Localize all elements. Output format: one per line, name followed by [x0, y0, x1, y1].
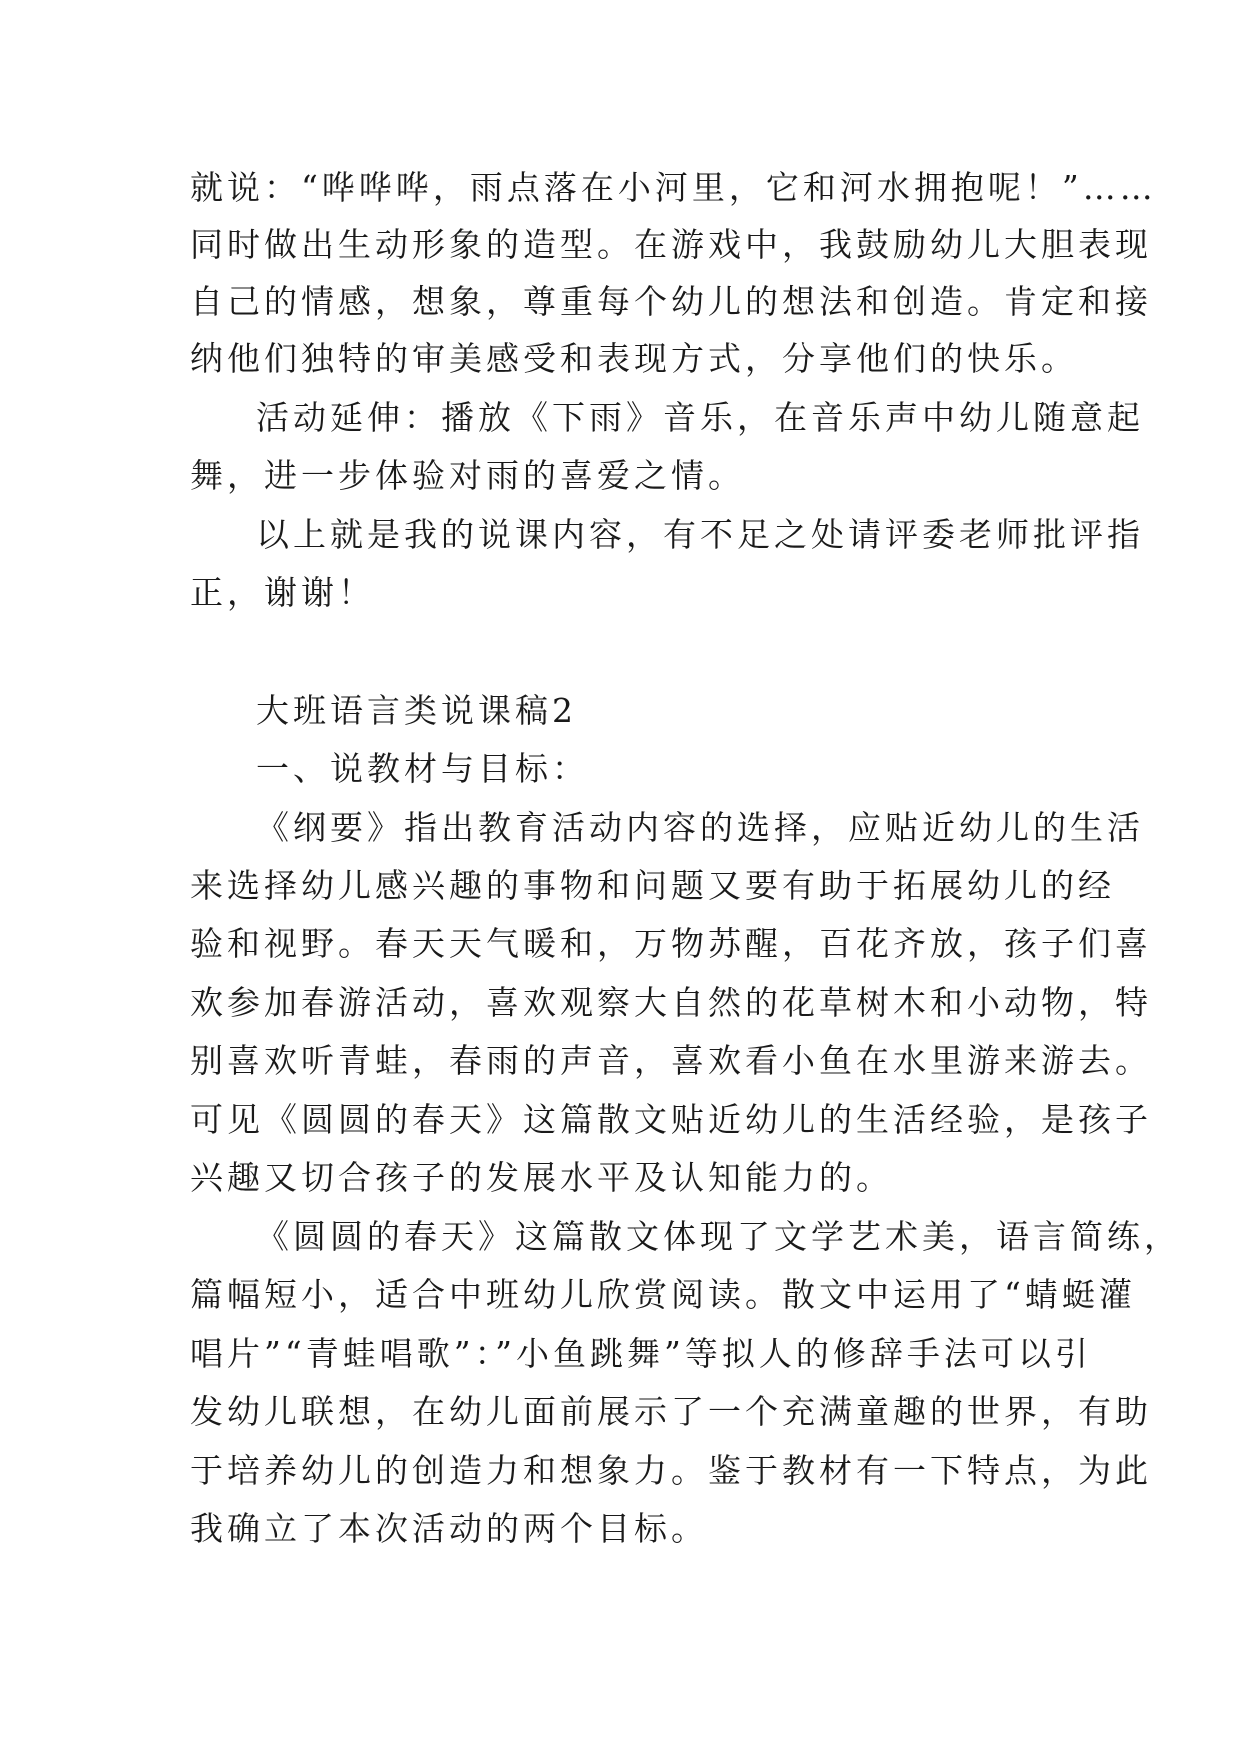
text-line: 《圆圆的春天》这篇散文体现了文学艺术美，语言简练，	[256, 1217, 1181, 1256]
section-title: 大班语言类说课稿2	[256, 691, 577, 730]
text-line: 正，谢谢！	[190, 573, 375, 612]
text-line: 验和视野。春天天气暖和，万物苏醒，百花齐放，孩子们喜	[190, 924, 1152, 963]
text-line: 兴趣又切合孩子的发展水平及认知能力的。	[190, 1158, 893, 1197]
section-heading: 一、说教材与目标：	[256, 749, 589, 788]
text-line: 纳他们独特的审美感受和表现方式，分享他们的快乐。	[190, 339, 1078, 378]
text-line: 于培养幼儿的创造力和想象力。鉴于教材有一下特点，为此	[190, 1451, 1152, 1490]
text-line: 别喜欢听青蛙，春雨的声音，喜欢看小鱼在水里游来游去。	[190, 1041, 1152, 1080]
text-line: 活动延伸：播放《下雨》音乐，在音乐声中幼儿随意起	[256, 398, 1144, 437]
text-line: 舞，进一步体验对雨的喜爱之情。	[190, 456, 745, 495]
text-line: 就说：“哗哗哗，雨点落在小河里，它和河水拥抱呢！”……	[190, 168, 1157, 207]
text-line: 《纲要》指出教育活动内容的选择，应贴近幼儿的生活	[256, 808, 1144, 847]
text-line: 可见《圆圆的春天》这篇散文贴近幼儿的生活经验，是孩子	[190, 1100, 1152, 1139]
text-line: 来选择幼儿感兴趣的事物和问题又要有助于拓展幼儿的经	[190, 866, 1115, 905]
text-line: 篇幅短小，适合中班幼儿欣赏阅读。散文中运用了“蜻蜓灌	[190, 1275, 1136, 1314]
text-line: 我确立了本次活动的两个目标。	[190, 1509, 708, 1548]
text-line: 唱片”“青蛙唱歌”：”小鱼跳舞”等拟人的修辞手法可以引	[190, 1334, 1092, 1373]
text-line: 发幼儿联想，在幼儿面前展示了一个充满童趣的世界，有助	[190, 1392, 1152, 1431]
text-line: 欢参加春游活动，喜欢观察大自然的花草树木和小动物，特	[190, 983, 1152, 1022]
text-line: 自己的情感，想象，尊重每个幼儿的想法和创造。肯定和接	[190, 282, 1152, 321]
text-line: 以上就是我的说课内容，有不足之处请评委老师批评指	[256, 515, 1144, 554]
text-line: 同时做出生动形象的造型。在游戏中，我鼓励幼儿大胆表现	[190, 225, 1152, 264]
